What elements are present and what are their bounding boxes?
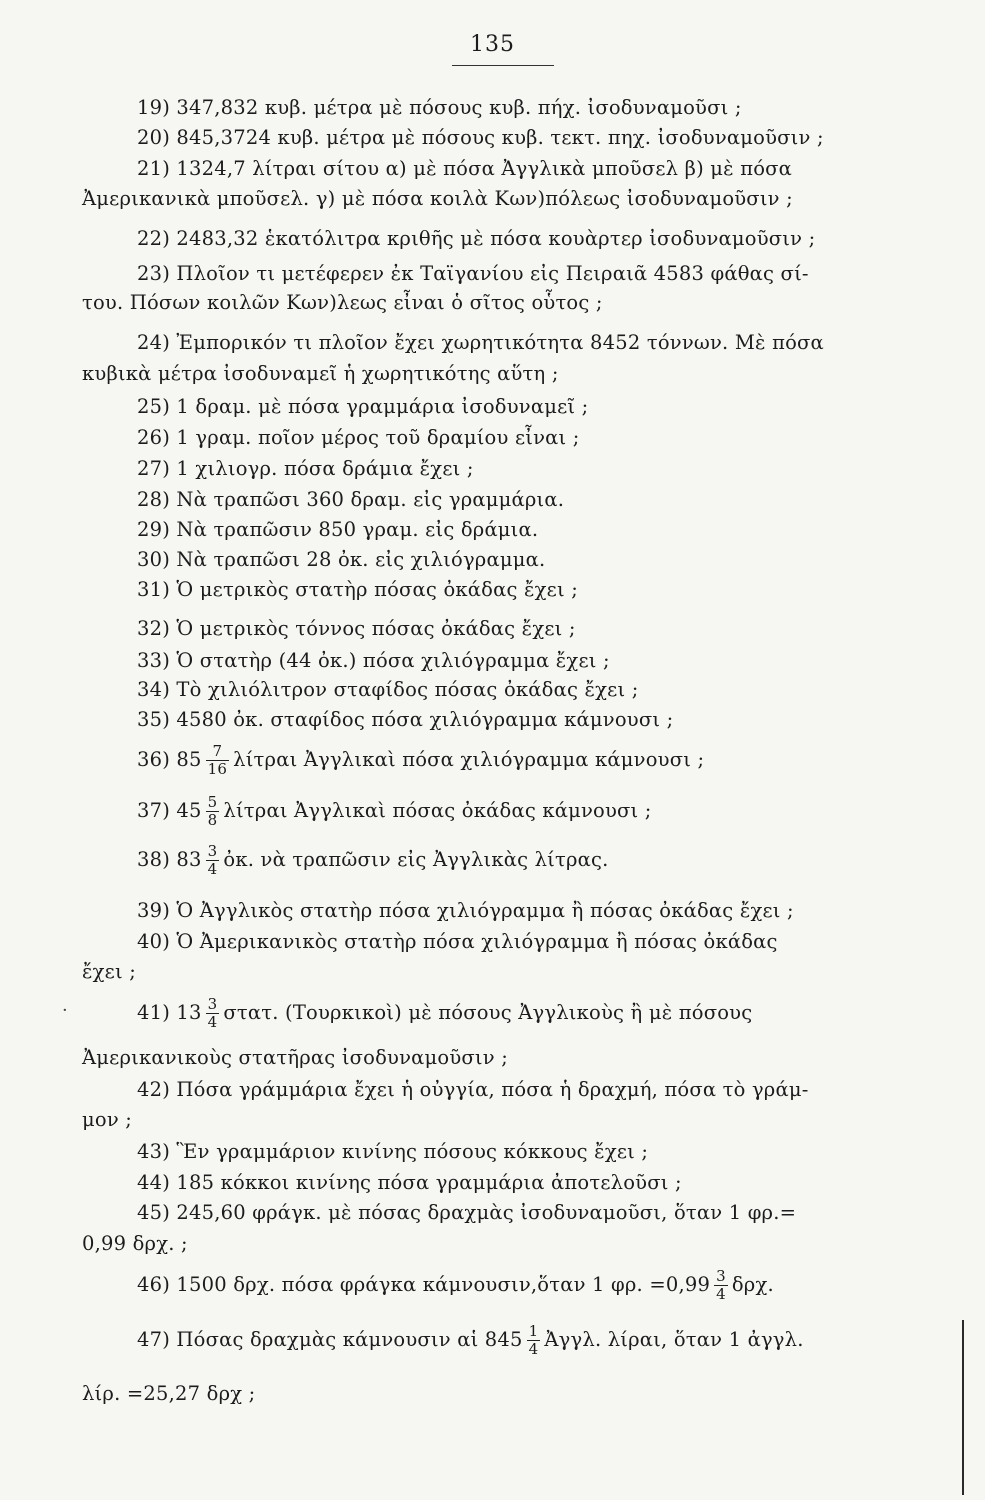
text-line: 29) Νὰ τραπῶσιν 850 γραμ. εἰς δράμια. — [137, 518, 539, 541]
text-line: 28) Νὰ τραπῶσι 360 δραμ. εἰς γραμμάρια. — [137, 488, 565, 511]
fraction-denominator: 4 — [207, 1013, 218, 1031]
text-line: 42) Πόσα γράμμάρια ἔχει ἡ οὐγγία, πόσα ἡ δραχμή, πόσα τὸ γράμ- — [137, 1078, 809, 1101]
text-line: Ἀμερικανικοὺς στατῆρας ἰσοδυναμοῦσιν ; — [82, 1046, 508, 1069]
text-line: 44) 185 κόκκοι κινίνης πόσα γραμμάρια ἀποτελοῦσι ; — [137, 1171, 682, 1194]
text-line — [137, 996, 752, 1031]
line-suffix: ὀκ. νὰ τραπῶσιν εἰς Ἀγγλικὰς λίτρας. — [223, 848, 609, 871]
text-line: Ἀμερικανικὰ μποῦσελ. γ) μὲ πόσα κοιλὰ Κων)πόλεως ἰσοδυναμοῦσιν ; — [82, 187, 793, 210]
fraction-numerator: 3 — [207, 995, 218, 1013]
fraction-denominator: 4 — [716, 1285, 726, 1303]
line-prefix: 37) 45 — [137, 799, 202, 822]
fraction-denominator: 8 — [207, 811, 218, 829]
text-line — [137, 1323, 804, 1358]
text-line: 43) Ἓν γραμμάριον κινίνης πόσους κόκκους ἔχει ; — [137, 1140, 649, 1163]
text-line — [137, 794, 652, 829]
text-line: 23) Πλοῖον τι μετέφερεν ἐκ Ταϊγανίου εἰς Πειραιᾶ 4583 φάθας σί- — [137, 262, 809, 285]
text-line: λίρ. =25,27 δρχ ; — [82, 1382, 256, 1405]
text-line: 39) Ὁ Ἀγγλικὸς στατὴρ πόσα χιλιόγραμμα ἢ πόσας ὀκάδας ἔχει ; — [137, 899, 794, 922]
fraction-numerator: 1 — [528, 1322, 539, 1340]
fraction — [206, 843, 220, 878]
fraction-numerator: 7 — [206, 743, 230, 761]
fraction-numerator: 3 — [716, 1267, 726, 1285]
line-prefix: 36) 85 — [137, 748, 202, 771]
text-line: μον ; — [82, 1108, 133, 1131]
text-line: 35) 4580 ὀκ. σταφίδος πόσα χιλιόγραμμα κάμνουσι ; — [137, 708, 674, 731]
page-number: 135 — [470, 32, 515, 57]
text-line: 25) 1 δραμ. μὲ πόσα γραμμάρια ἰσοδυναμεῖ ; — [137, 395, 589, 418]
text-line — [137, 1268, 774, 1303]
text-line: 30) Νὰ τραπῶσι 28 ὀκ. εἰς χιλιόγραμμα. — [137, 548, 546, 571]
text-line: 34) Τὸ χιλιόλιτρον σταφίδος πόσας ὀκάδας ἔχει ; — [137, 678, 639, 701]
line-suffix: Ἀγγλ. λίραι, ὅταν 1 ἀγγλ. — [544, 1328, 804, 1351]
text-line: 19) 347,832 κυβ. μέτρα μὲ πόσους κυβ. πήχ. ἰσοδυναμοῦσι ; — [137, 96, 742, 119]
line-suffix: δρχ. — [731, 1273, 774, 1296]
fraction-denominator: 4 — [528, 1340, 539, 1358]
text-line: του. Πόσων κοιλῶν Κων)λεως εἶναι ὁ σῖτος οὗτος ; — [82, 291, 603, 314]
fraction-numerator: 5 — [207, 793, 218, 811]
text-line: 0,99 δρχ. ; — [82, 1232, 188, 1255]
text-line: κυβικὰ μέτρα ἰσοδυναμεῖ ἡ χωρητικότης αὕτη ; — [82, 362, 559, 385]
line-suffix: λίτραι Ἀγγλικαὶ πόσα χιλιόγραμμα κάμνουσι ; — [233, 748, 705, 771]
line-prefix: 47) Πόσας δραχμὰς κάμνουσιν αἱ 845 — [137, 1328, 523, 1351]
fraction-denominator: 16 — [207, 760, 228, 778]
line-prefix: 46) 1500 δρχ. πόσα φράγκα κάμνουσιν,ὅταν 1 φρ. =0,99 — [137, 1273, 711, 1296]
fraction — [527, 1323, 541, 1358]
text-line: 45) 245,60 φράγκ. μὲ πόσας δραχμὰς ἰσοδυναμοῦσι, ὅταν 1 φρ.= — [137, 1201, 797, 1224]
text-line — [137, 743, 704, 778]
margin-dot: · — [62, 1000, 68, 1021]
fraction — [206, 794, 220, 829]
text-line: 40) Ὁ Ἀμερικανικὸς στατὴρ πόσα χιλιόγραμμα ἢ πόσας ὀκάδας — [137, 930, 778, 953]
text-line: 22) 2483,32 ἑκατόλιτρα κριθῆς μὲ πόσα κουὰρτερ ἰσοδυναμοῦσιν ; — [137, 227, 816, 250]
text-line: 27) 1 χιλιογρ. πόσα δράμια ἔχει ; — [137, 457, 474, 480]
line-prefix: 38) 83 — [137, 848, 202, 871]
fraction — [206, 996, 220, 1031]
text-line: 31) Ὁ μετρικὸς στατὴρ πόσας ὀκάδας ἔχει ; — [137, 578, 578, 601]
text-line: 26) 1 γραμ. ποῖον μέρος τοῦ δραμίου εἶναι ; — [137, 426, 580, 449]
text-line: ἔχει ; — [82, 960, 136, 983]
fraction — [714, 1268, 728, 1303]
fraction-denominator: 4 — [207, 860, 218, 878]
text-line: 32) Ὁ μετρικὸς τόννος πόσας ὀκάδας ἔχει ; — [137, 617, 576, 640]
fraction — [206, 743, 230, 778]
fraction-numerator: 3 — [207, 842, 218, 860]
line-suffix: στατ. (Τουρκικοὶ) μὲ πόσους Ἀγγλικοὺς ἢ μὲ πόσους — [223, 1001, 753, 1024]
text-line: 33) Ὁ στατὴρ (44 ὀκ.) πόσα χιλιόγραμμα ἔχει ; — [137, 649, 610, 672]
line-suffix: λίτραι Ἀγγλικαὶ πόσας ὀκάδας κάμνουσι ; — [223, 799, 652, 822]
text-line: 21) 1324,7 λίτραι σίτου α) μὲ πόσα Ἀγγλικὰ μποῦσελ β) μὲ πόσα — [137, 157, 793, 180]
text-line: 20) 845,3724 κυβ. μέτρα μὲ πόσους κυβ. τεκτ. πηχ. ἰσοδυναμοῦσιν ; — [137, 126, 824, 149]
text-line: 24) Ἐμπορικόν τι πλοῖον ἔχει χωρητικότητα 8452 τόννων. Μὲ πόσα — [137, 331, 824, 354]
scan-edge-line — [962, 1320, 964, 1495]
text-line — [137, 843, 609, 878]
line-prefix: 41) 13 — [137, 1001, 202, 1024]
